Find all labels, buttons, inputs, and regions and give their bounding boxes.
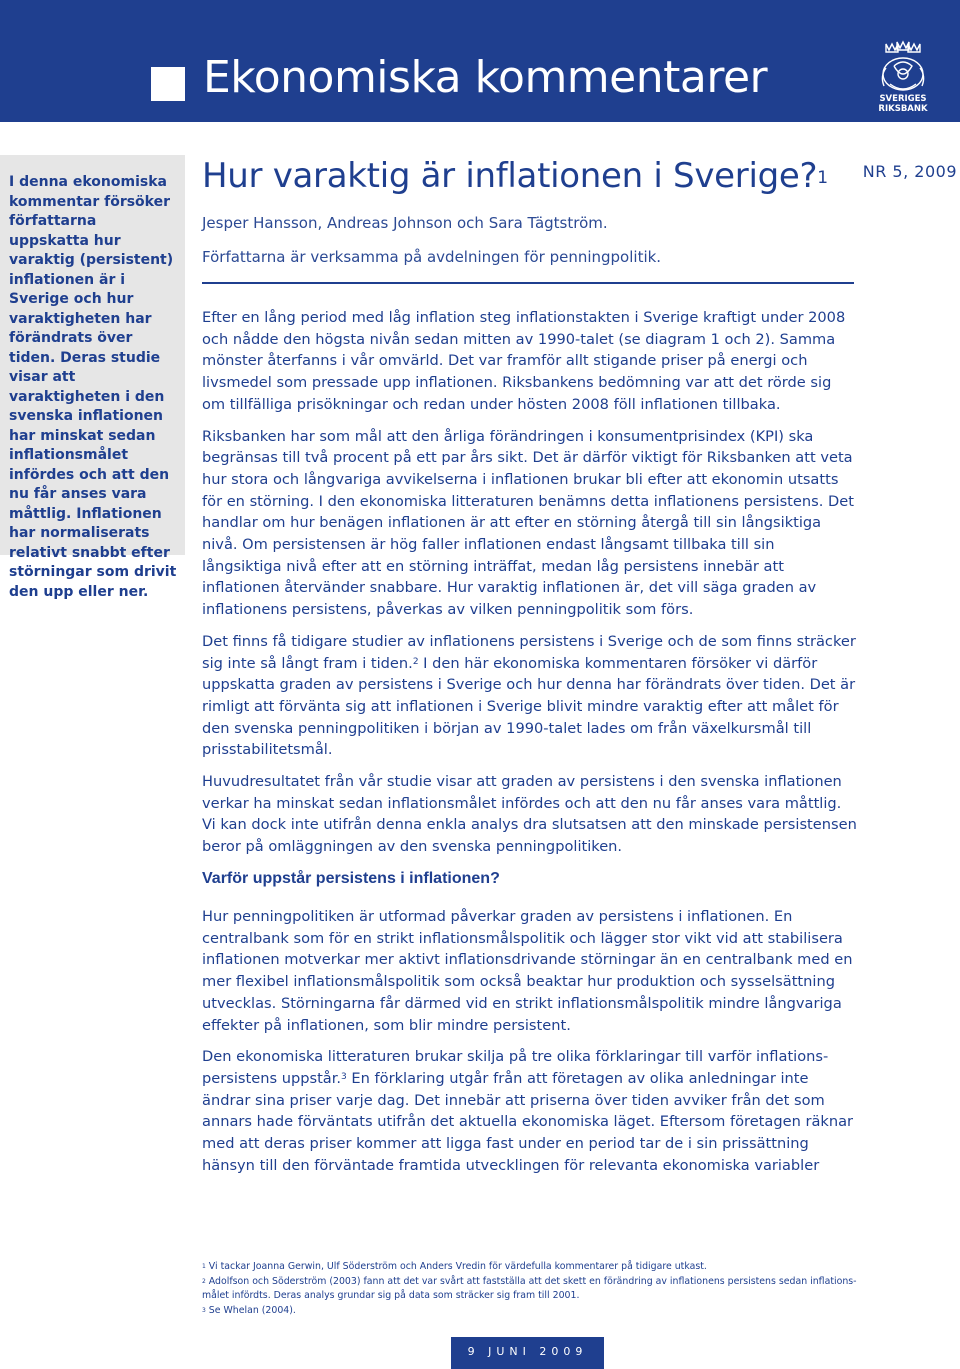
author-affiliation: Författarna är verksamma på avdelningen för penningpolitik. xyxy=(202,248,662,266)
riksbank-logo-text xyxy=(872,94,934,114)
footnote-ref-1[interactable]: 1 xyxy=(817,168,828,188)
header-square-mark xyxy=(151,67,185,101)
footnotes xyxy=(202,1260,857,1318)
footnote-1-number: 1 xyxy=(202,1263,206,1270)
footnote-3-number: 3 xyxy=(202,1306,206,1314)
footnote-ref-2[interactable]: 2 xyxy=(412,656,419,667)
publication-title: Ekonomiska kommentarer xyxy=(203,52,768,103)
paragraph-6 xyxy=(202,1046,857,1176)
footnote-3-text: Se Whelan (2004). xyxy=(205,1304,296,1316)
logo-line-sveriges: SVERIGES xyxy=(879,94,927,104)
article-title xyxy=(202,156,828,196)
paragraph-1: Efter en lång period med låg inflation steg inflationstakten i Sverige kraftigt under 2008 och nådde den högsta nivån sedan mitten av 1990-talet (se diagram 1 och 2). Samma mönster återfanns i vår omvärld. Det var framför allt stigande priser på energi och livsmedel som pressade upp inflationen. Riksbankens bedömning var att det rörde sig om tillfälliga prisökningar och redan under hösten 2008 föll inflationen tillbaka. xyxy=(202,309,846,413)
title-divider xyxy=(202,282,854,284)
paragraph-2: Riksbanken har som mål att den årliga förändringen i konsumentprisindex (KPI) ska begränsas till två procent på ett par års sikt. Det är därför viktigt för Riksbanken att veta hur stora och långvariga avvikelserna i inflationen brukar bli efter att ekonomin utsatts för en störning. I den ekonomiska litteraturen benämns detta inflationens persistens. Det handlar om hur benägen inflationen är att efter en störning återgå till sin långsiktiga nivå. Om persistensen är hög faller inflationen endast långsamt tillbaka till sin långsiktiga nivå efter att en störning inträffat, medan låg persistens innebär att inflationen återvänder snabbare. Hur varaktig inflationen är, det vill säga graden av inflationens persistens, påverkas av vilken penningpolitik som förs. xyxy=(202,427,854,619)
paragraph-3-part-b: I den här ekonomiska kommentaren försöker vi därför uppskatta graden av persistens i Sverige och hur denna har förändrats över tiden. Det är rimligt att förvänta sig att inflationen i Sverige blivit mindre varaktig efter att målet för den svenska penningpolitiken i början av 1990-talet lades om från växelkursmål till prisstabilitetsmål. xyxy=(202,654,856,759)
authors: Jesper Hansson, Andreas Johnson och Sara Tägtström. xyxy=(202,214,608,232)
paragraph-6-part-b: En förklaring utgår från att företagen av olika anledningar inte ändrar sina priser varje dag. Det innebär att priserna över tiden avviker från det som annars hade förväntats utifrån det aktuella ekonomiska läget. Eftersom företagen räknar med att deras priser kommer att ligga fast under en period tar de i sin prissättning hänsyn till den förväntade framtida utvecklingen för relevanta ekonomiska variabler xyxy=(202,1069,854,1174)
paragraph-3-part-a: Det finns få tidigare studier av inflationens persistens i Sverige och de som finns sträcker sig inte så långt fram i tiden. xyxy=(202,632,856,672)
summary-text: I denna ekonomiska kommentar försöker författarna uppskatta hur varaktig (persistent) inflationen är i Sverige och hur varaktigheten har förändrats över tiden. Deras studie visar att varaktigheten i den svenska inflationen har minskat sedan inflationsmålet infördes och att den nu får anses vara måttlig. Inflationen har normaliserats relativt snabbt efter störningar som drivit den upp eller ner. xyxy=(9,174,177,600)
header-banner xyxy=(0,0,960,122)
footnote-1 xyxy=(202,1260,857,1275)
issue-number: NR 5, 2009 xyxy=(862,162,957,181)
article-body xyxy=(202,307,857,868)
footnote-1-text: Vi tackar Joanna Gerwin, Ulf Söderström och Anders Vredin för värdefulla kommentarer på tidigare utkast. xyxy=(205,1261,707,1272)
paragraph-3 xyxy=(202,631,857,761)
paragraph-6-part-a: Den ekonomiska litteraturen brukar skilja på tre olika förklaringar till varför inflations-persistens uppstår. xyxy=(202,1048,829,1087)
article-title-text: Hur varaktig är inflationen i Sverige? xyxy=(202,156,818,196)
footnote-3 xyxy=(202,1304,857,1319)
logo-line-riksbank: RIKSBANK xyxy=(878,104,928,114)
article-body-section-2 xyxy=(202,906,857,1186)
footnote-2 xyxy=(202,1275,857,1304)
section-heading: Varför uppstår persistens i inflationen? xyxy=(202,870,500,887)
footnote-2-text: Adolfson och Söderström (2003) fann att det var svårt att fastställa att det skett en förändring av inflationens persistens sedan inflations-målet infördts. Deras analys grundar sig på data som sträcker sig fram till 2001. xyxy=(202,1275,857,1302)
paragraph-5: Hur penningpolitiken är utformad påverkar graden av persistens i inflationen. En centralbank som för en strikt inflationsmålspolitik och lägger stor vikt vid att stabilisera inflationen motverkar mer aktivt inflationsdrivande störningar än en centralbank med en mer flexibel inflationsmålspolitik som också beaktar hur produktion och sysselsättning utvecklas. Störningarna får därmed vid en strikt inflationsmålspolitik mindre långvariga effekter på inflationen, som blir mindre persistent. xyxy=(202,908,853,1034)
paragraph-4: Huvudresultatet från vår studie visar att graden av persistens i den svenska inflationen verkar ha minskat sedan inflationsmålet infördes och att den nu får anses vara måttlig. Vi kan dock inte utifrån denna enkla analys dra slutsatsen att den minskade persistensen beror på omläggningen av den svenska penningpolitiken. xyxy=(202,773,857,856)
footnote-2-number: 2 xyxy=(202,1277,206,1285)
footnote-ref-3[interactable]: 3 xyxy=(341,1071,347,1082)
publication-date: 9 JUNI 2009 xyxy=(467,1345,588,1358)
